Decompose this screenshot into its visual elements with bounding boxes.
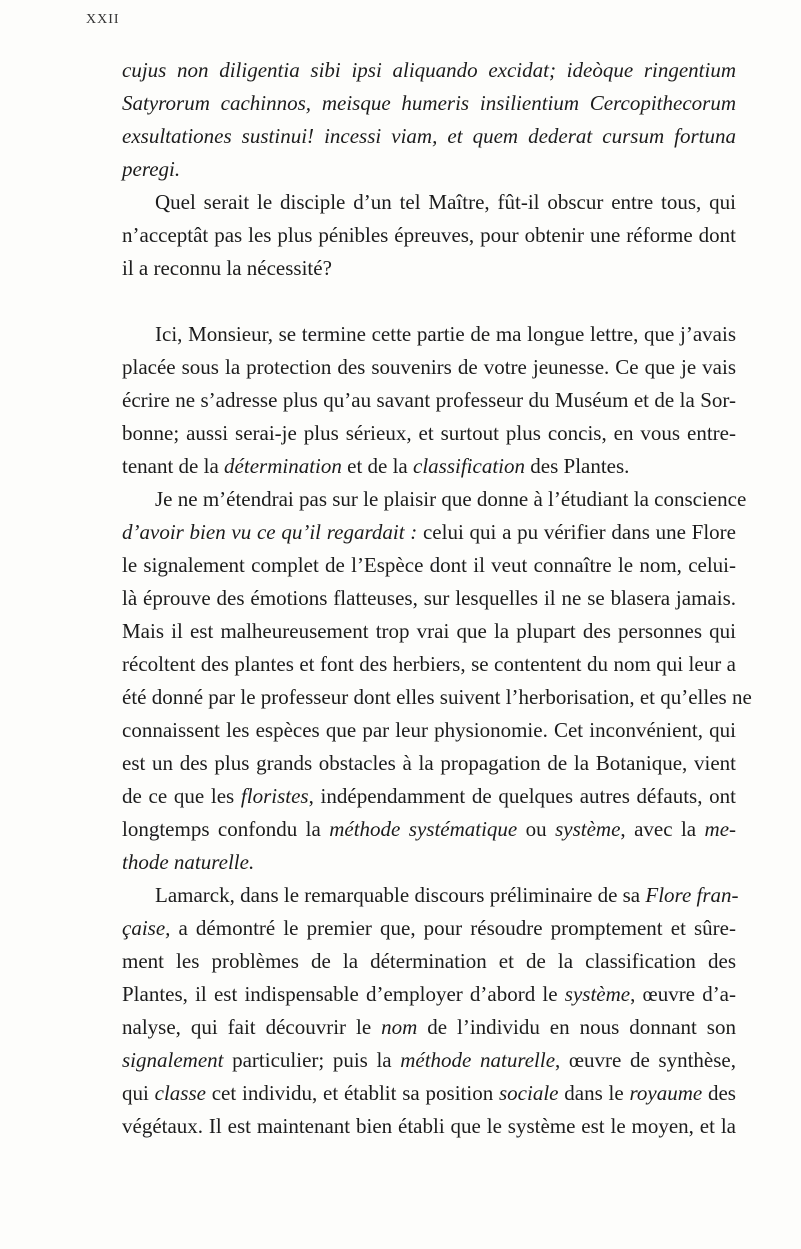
text-line: le signalement complet de l’Espèce dont il veut connaître le nom, celui- <box>122 553 736 577</box>
text-line: ment les problèmes de la détermination et de la classification des <box>122 949 736 973</box>
text-line: connaissent les espèces que par leur physionomie. Cet inconvénient, qui <box>122 718 736 742</box>
text-line: exsultationes sustinui! incessi viam, et quem dederat cursum fortuna <box>122 124 736 148</box>
text-line: Plantes, il est indispensable d’employer d’abord le système, œuvre d’a- <box>122 982 736 1006</box>
text-line: signalement particulier; puis la méthode naturelle, œuvre de synthèse, <box>122 1048 736 1072</box>
text-line: récoltent des plantes et font des herbiers, se contentent du nom qui leur a <box>122 652 736 676</box>
text-line: de ce que les floristes, indépendamment de quelques autres défauts, ont <box>122 784 736 808</box>
text-line: qui classe cet individu, et établit sa position sociale dans le royaume des <box>122 1081 736 1105</box>
text-line: est un des plus grands obstacles à la propagation de la Botanique, vient <box>122 751 736 775</box>
text-line: végétaux. Il est maintenant bien établi que le système est le moyen, et la <box>122 1114 736 1138</box>
text-line: thode naturelle. <box>122 850 255 874</box>
text-line: là éprouve des émotions flatteuses, sur lesquelles il ne se blasera jamais. <box>122 586 736 610</box>
text-line: écrire ne s’adresse plus qu’au savant professeur du Muséum et de la Sor- <box>122 388 736 412</box>
page-text <box>122 54 752 1143</box>
text-line: il a reconnu la nécessité? <box>122 256 332 280</box>
text-line: çaise, a démontré le premier que, pour résoudre promptement et sûre- <box>122 916 736 940</box>
text-line: été donné par le professeur dont elles suivent l’herborisation, et qu’elles ne <box>122 685 752 709</box>
paragraph-start: Ici, Monsieur, se termine cette partie de ma longue lettre, que j’avais <box>155 322 736 346</box>
text-line: cujus non diligentia sibi ipsi aliquando excidat; ideòque ringentium <box>122 58 736 82</box>
text-line: bonne; aussi serai-je plus sérieux, et surtout plus concis, en vous entre- <box>122 421 736 445</box>
text-line: placée sous la protection des souvenirs de votre jeunesse. Ce que je vais <box>122 355 736 379</box>
paragraph-start: Lamarck, dans le remarquable discours préliminaire de sa Flore fran- <box>155 883 739 907</box>
text-line: tenant de la détermination et de la classification des Plantes. <box>122 454 630 478</box>
text-line: nalyse, qui fait découvrir le nom de l’individu en nous donnant son <box>122 1015 736 1039</box>
text-line: longtemps confondu la méthode systématique ou système, avec la me- <box>122 817 737 841</box>
paragraph-gap <box>122 285 736 318</box>
paragraph-start: Je ne m’étendrai pas sur le plaisir que donne à l’étudiant la conscience <box>155 487 747 511</box>
text-line: Satyrorum cachinnos, meisque humeris insilientium Cercopithecorum <box>122 91 736 115</box>
text-line: d’avoir bien vu ce qu’il regardait : celui qui a pu vérifier dans une Flore <box>122 520 736 544</box>
page-number: XXII <box>86 12 120 27</box>
text-line: n’acceptât pas les plus pénibles épreuves, pour obtenir une réforme dont <box>122 223 736 247</box>
paragraph-start: Quel serait le disciple d’un tel Maître, fût-il obscur entre tous, qui <box>155 190 736 214</box>
text-line: peregi. <box>122 157 181 181</box>
text-line: Mais il est malheureusement trop vrai que la plupart des personnes qui <box>122 619 736 643</box>
